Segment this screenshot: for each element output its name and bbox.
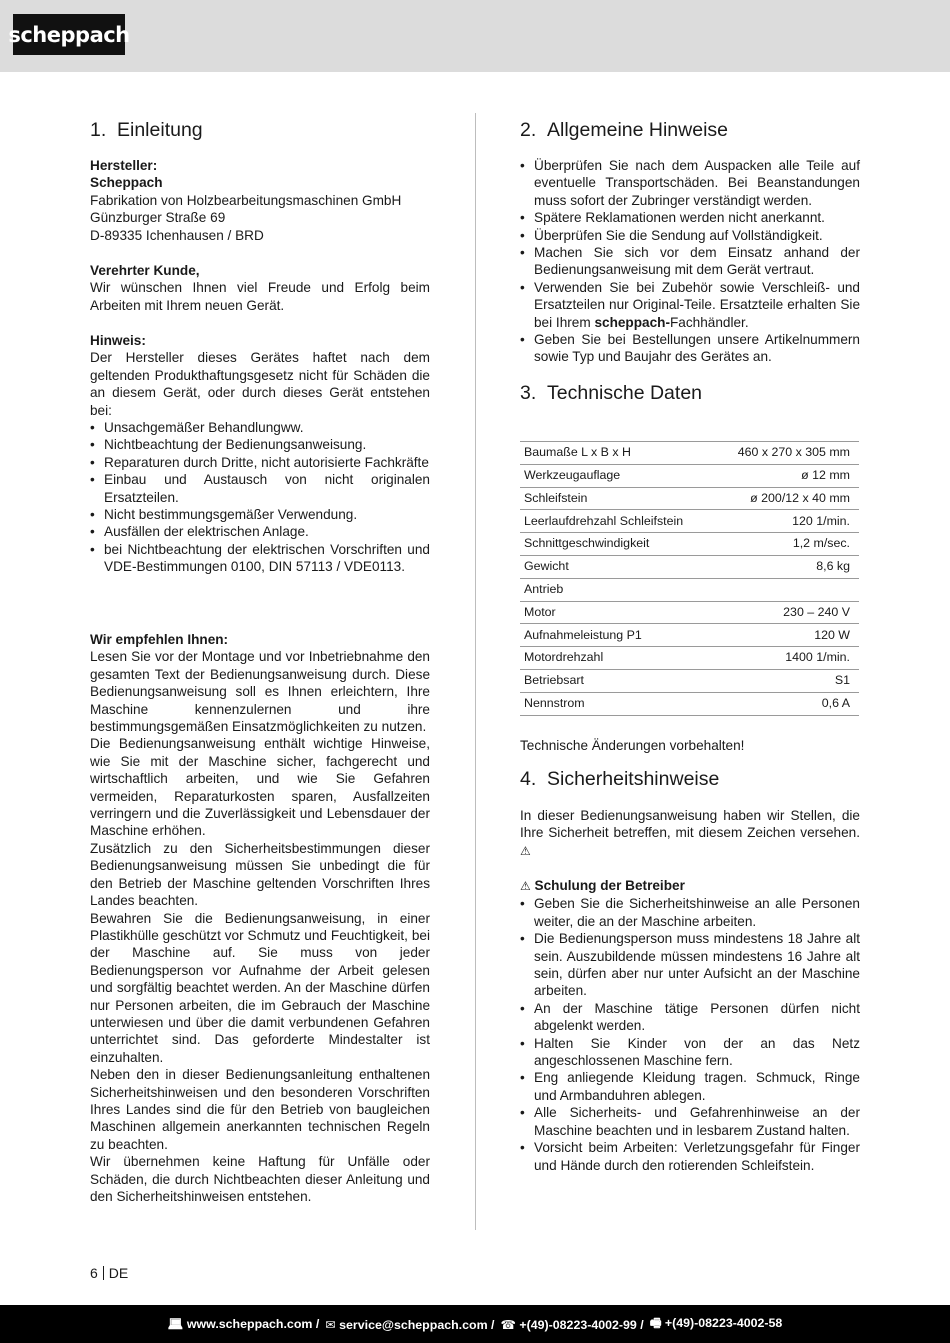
hinweis-label: Hinweis:: [90, 333, 146, 348]
empfehlen-paragraph: Bewahren Sie die Bedienungsanweisung, in einer Plastikhülle geschützt vor Schmutz und Feuchtigkeit, bei der Maschine auf. Sie muss von jeder Bedienungsperson vor Aufnahme der Arbeit gelesen und sorgfältig beachtet werden. An der Maschine dürfen nur Personen arbeiten, die im Gebrauch der Maschine unterwiesen und über die damit verbundenen Gefahren unterrichtet sind. Das geforderte Mindestalter ist einzuhalten.: [90, 910, 430, 1065]
list-item: • Halten Sie Kinder von der an das Netz angeschlossenen Maschine fern.: [520, 1035, 860, 1070]
table-cell-value: 1400 1/min.: [716, 647, 859, 670]
footer-phone[interactable]: ☎ +(49)-08223-4002-99 /: [500, 1317, 644, 1332]
empfehlen-paragraph: Wir übernehmen keine Haftung für Unfälle oder Schäden, die durch Nichtbeachten dieser Anleitung und den Sicherheitshinweisen entstehen.: [90, 1154, 430, 1204]
table-cell-value: 460 x 270 x 305 mm: [716, 442, 859, 465]
empfehlen-paragraph: Neben den in dieser Bedienungsanleitung enthaltenen Sicherheitshinweisen und den besonderen Vorschriften Ihres Landes sind die für den Betrieb von baugleichen Maschinen allgemein anerkannten technischen Regeln zu beachten.: [90, 1067, 430, 1152]
kunde-text: Wir wünschen Ihnen viel Freude und Erfolg beim Arbeiten mit Ihrem neuen Gerät.: [90, 280, 430, 313]
empfehlen-paragraph: Zusätzlich zu den Sicherheitsbestimmungen dieser Bedienungsanweisung müssen Sie unbedingt die für den Betrieb der Maschine geltenden Vorschriften Ihres Landes beachten.: [90, 840, 430, 909]
list-item: • bei Nichtbeachtung der elektrischen Vorschriften und VDE-Bestimmungen 0100, DIN 57113 / VDE0113.: [90, 541, 430, 576]
footer-fax[interactable]: 🖷︎ +(49)-08223-4002-58: [649, 1315, 783, 1330]
table-row: [520, 624, 859, 647]
hersteller-block: [90, 157, 430, 244]
list-item: • Eng anliegende Kleidung tragen. Schmuck, Ringe und Armbanduhren ablegen.: [520, 1069, 860, 1104]
table-row: [520, 487, 859, 510]
allgemein-list: [520, 157, 860, 366]
warning-triangle-icon: ⚠: [520, 879, 531, 893]
list-item: • An der Maschine tätige Personen dürfen nicht abgelenkt werden.: [520, 1000, 860, 1035]
schulung-heading: ⚠ Schulung der Betreiber: [520, 878, 685, 893]
list-item: • Alle Sicherheits- und Gefahrenhinweise an der Maschine beachten und in lesbarem Zustand halten.: [520, 1104, 860, 1139]
empfehlen-paragraph: Die Bedienungsanweisung enthält wichtige Hinweise, wie Sie mit der Maschine sicher, fachgerecht und wirtschaftlich arbeiten, und wie Sie Gefahren vermeiden, Reparaturkosten sparen, Ausfallzeiten verringern und die Zuverlässigkeit und Lebensdauer der Maschine erhöhen.: [90, 736, 430, 839]
list-item: • Reparaturen durch Dritte, nicht autorisierte Fachkräfte: [90, 454, 430, 471]
table-cell-label: Schnittgeschwindigkeit: [520, 533, 716, 556]
page-number: 6 DE: [90, 1265, 129, 1281]
section-title-einleitung: 1. Einleitung: [90, 119, 203, 141]
table-cell-value: 230 – 240 V: [716, 601, 859, 624]
list-item: • Spätere Reklamationen werden nicht anerkannt.: [520, 209, 860, 226]
footer-web[interactable]: 💻︎ www.scheppach.com /: [167, 1316, 320, 1331]
section-title-allgemeine-hinweise: 2. Allgemeine Hinweise: [520, 119, 729, 141]
kunde-label: Verehrter Kunde,: [90, 263, 200, 278]
table-cell-value: 120 1/min.: [716, 510, 859, 533]
sicherheit-intro-block: [520, 807, 860, 860]
list-item: • Einbau und Austausch von nicht originalen Ersatzteilen.: [90, 471, 430, 506]
table-cell-value: S1: [716, 669, 859, 692]
hersteller-name: Scheppach: [90, 175, 163, 191]
hersteller-line: Fabrikation von Holzbearbeitungsmaschinen GmbH: [90, 192, 402, 208]
section-title-technische-daten: 3. Technische Daten: [520, 382, 703, 404]
hinweis-list: [90, 419, 430, 576]
table-cell-label: Nennstrom: [520, 692, 716, 715]
section-title-sicherheitshinweise: 4. Sicherheitshinweise: [520, 768, 720, 790]
table-row: [520, 533, 859, 556]
list-item: • Unsachgemäßer Behandlungww.: [90, 419, 430, 436]
table-row: [520, 692, 859, 715]
column-divider: [475, 113, 476, 1230]
hersteller-line: Günzburger Straße 69: [90, 210, 226, 226]
list-item: • Verwenden Sie bei Zubehör sowie Verschleiß- und Ersatzteilen nur Original-Teile. Ersatzteile erhalten Sie bei Ihrem scheppach-Fachhändler.: [520, 279, 860, 331]
table-row: [520, 578, 859, 601]
schulung-list: [520, 895, 860, 1174]
table-row: [520, 669, 859, 692]
footer-bar: [0, 1305, 950, 1343]
header-bar: [0, 0, 950, 72]
tech-data-table: [520, 441, 859, 716]
hinweis-block: [90, 332, 430, 576]
table-cell-value: ø 200/12 x 40 mm: [716, 487, 859, 510]
hinweis-text: Der Hersteller dieses Gerätes haftet nach dem geltenden Produkthaftungsgesetz nicht für Schäden die an diesem Gerät, oder durch dieses Gerät entstehen bei:: [90, 350, 430, 418]
table-cell-value: 1,2 m/sec.: [716, 533, 859, 556]
tech-note: Technische Änderungen vorbehalten!: [520, 738, 745, 753]
list-item: • Geben Sie die Sicherheitshinweise an alle Personen weiter, die an der Maschine arbeiten.: [520, 895, 860, 930]
sicherheit-intro: In dieser Bedienungsanweisung haben wir Stellen, die Ihre Sicherheit betreffen, mit diesem Zeichen versehen. ⚠: [520, 808, 860, 858]
table-cell-label: Motor: [520, 601, 716, 624]
empfehlen-paragraph: Lesen Sie vor der Montage und vor Inbetriebnahme den gesamten Text der Bedienungsanweisung durch. Diese Bedienungsanweisung soll es Ihnen erleichtern, Ihre Maschine kennenzulernen und ihre bestimmungsgemäßen Einsatzmöglichkeiten zu nutzen.: [90, 649, 430, 735]
list-item: • Ausfällen der elektrischen Anlage.: [90, 523, 430, 540]
table-row: [520, 510, 859, 533]
table-cell-label: Antrieb: [520, 578, 716, 601]
table-row: [520, 555, 859, 578]
table-row: [520, 464, 859, 487]
empfehlen-label: Wir empfehlen Ihnen:: [90, 632, 229, 647]
brand-name: scheppach-: [594, 314, 670, 330]
table-cell-label: Betriebsart: [520, 669, 716, 692]
list-item: • Nichtbeachtung der Bedienungsanweisung.: [90, 436, 430, 453]
table-cell-label: Motordrehzahl: [520, 647, 716, 670]
table-cell-label: Gewicht: [520, 555, 716, 578]
mail-icon: ✉: [325, 1317, 336, 1332]
table-row: [520, 647, 859, 670]
table-cell-value: 120 W: [716, 624, 859, 647]
page-separator: [103, 1266, 104, 1280]
table-cell-value: 0,6 A: [716, 692, 859, 715]
list-item: • Nicht bestimmungsgemäßer Verwendung.: [90, 506, 430, 523]
computer-icon: 💻︎: [167, 1316, 184, 1331]
table-cell-label: Schleifstein: [520, 487, 716, 510]
logo-text: scheppach: [8, 22, 130, 47]
footer-mail[interactable]: ✉ service@scheppach.com /: [325, 1317, 495, 1332]
table-cell-value: 8,6 kg: [716, 555, 859, 578]
kunde-block: [90, 262, 430, 314]
fax-icon: 🖷︎: [649, 1315, 662, 1330]
table-row: [520, 442, 859, 465]
allgemein-block: [520, 157, 860, 366]
table-cell-label: Werkzeugauflage: [520, 464, 716, 487]
scheppach-logo: [8, 14, 130, 55]
table-cell-label: Leerlaufdrehzahl Schleifstein: [520, 510, 716, 533]
schulung-block: [520, 877, 860, 1174]
list-item: • Überprüfen Sie die Sendung auf Vollständigkeit.: [520, 227, 860, 244]
table-cell-value: [716, 578, 859, 601]
list-item: • Vorsicht beim Arbeiten: Verletzungsgefahr für Finger und Hände durch den rotierenden Schleifstein.: [520, 1139, 860, 1174]
table-cell-label: Baumaße L x B x H: [520, 442, 716, 465]
table-cell-label: Aufnahmeleistung P1: [520, 624, 716, 647]
list-item: • Geben Sie bei Bestellungen unsere Artikelnummern sowie Typ und Baujahr des Gerätes an.: [520, 331, 860, 366]
list-item: • Machen Sie sich vor dem Einsatz anhand der Bedienungsanweisung mit dem Gerät vertraut.: [520, 244, 860, 279]
table-row: [520, 601, 859, 624]
list-item: • Überprüfen Sie nach dem Auspacken alle Teile auf eventuelle Transportschäden. Bei Beanstandungen muss sofort der Zubringer verständigt werden.: [520, 157, 860, 209]
list-item: • Die Bedienungsperson muss mindestens 18 Jahre alt sein. Auszubildende müssen mindestens 16 Jahre alt sein, dürfen aber nur unter Aufsicht an der Maschine arbeiten.: [520, 930, 860, 1000]
phone-icon: ☎: [500, 1317, 516, 1332]
table-cell-value: ø 12 mm: [716, 464, 859, 487]
empfehlen-block: [90, 631, 430, 1205]
warning-triangle-icon: ⚠: [520, 843, 531, 858]
hersteller-line: D-89335 Ichenhausen / BRD: [90, 227, 264, 243]
hersteller-label: Hersteller:: [90, 158, 158, 173]
tech-table-block: [520, 441, 860, 716]
